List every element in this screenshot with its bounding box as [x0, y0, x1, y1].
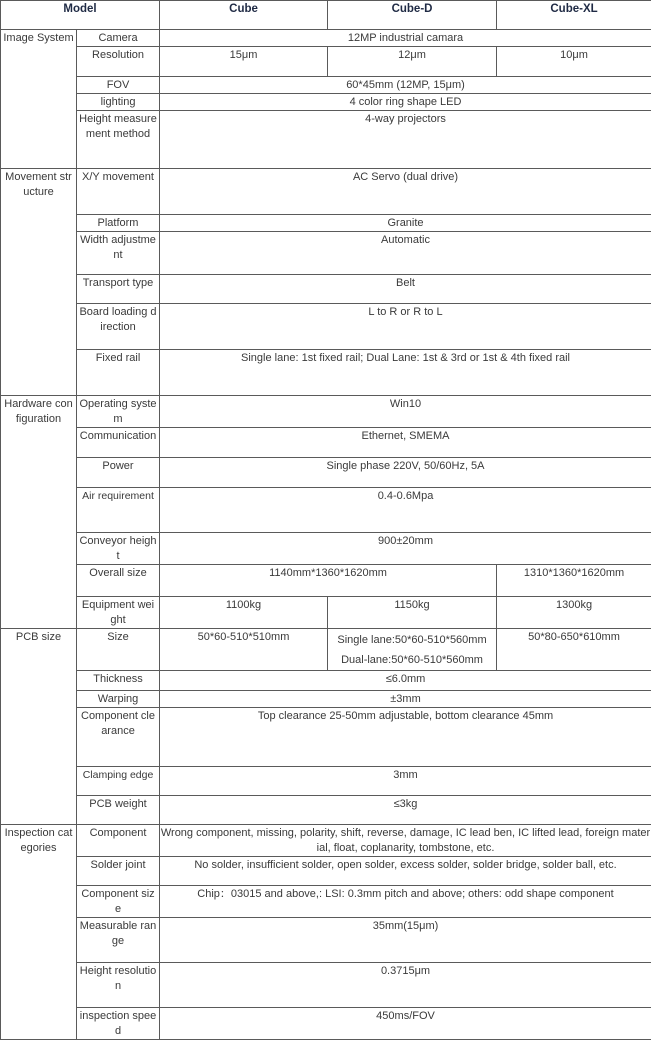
row-value: 35mm(15μm)	[160, 918, 651, 963]
row-value: 0.3715μm	[160, 963, 651, 1008]
row-label: PCB weight	[77, 796, 160, 825]
row-value: 900±20mm	[160, 533, 651, 565]
value-cube: 15μm	[160, 47, 328, 77]
row-value: ±3mm	[160, 691, 651, 708]
row-label: Board loading direction	[77, 304, 160, 350]
row-label: Overall size	[77, 565, 160, 597]
row-label: Solder joint	[77, 857, 160, 886]
row-label: Fixed rail	[77, 350, 160, 396]
table-row	[1, 77, 651, 94]
row-label: Thickness	[77, 671, 160, 691]
row-label: Power	[77, 458, 160, 488]
row-value: AC Servo (dual drive)	[160, 169, 651, 215]
value-cube: 1100kg	[160, 597, 328, 629]
row-value: ≤6.0mm	[160, 671, 651, 691]
table-row	[1, 169, 651, 215]
table-row	[1, 767, 651, 796]
row-value: Single phase 220V, 50/60Hz, 5A	[160, 458, 651, 488]
value-cube-d	[328, 629, 497, 671]
row-label: Component	[77, 825, 160, 857]
value-cube-d-single: Single lane:50*60-510*560mm	[328, 629, 496, 650]
table-row	[1, 232, 651, 275]
header-row	[1, 1, 651, 30]
table-row	[1, 275, 651, 304]
row-label: Clamping edge	[77, 767, 160, 796]
row-value: Chip：03015 and above,: LSI: 0.3mm pitch and above; others: odd shape component	[160, 886, 651, 918]
row-value: Top clearance 25-50mm adjustable, bottom clearance 45mm	[160, 708, 651, 767]
header-cube: Cube	[160, 1, 328, 30]
row-value: Win10	[160, 396, 651, 428]
row-label: Width adjustment	[77, 232, 160, 275]
value-cube-xl: 50*80-650*610mm	[497, 629, 651, 671]
table-row	[1, 886, 651, 918]
value-cube-xl: 10μm	[497, 47, 651, 77]
header-model: Model	[1, 1, 160, 30]
value-cube: 50*60-510*510mm	[160, 629, 328, 671]
row-label: Air requirement	[77, 488, 160, 533]
row-value: Ethernet, SMEMA	[160, 428, 651, 458]
row-label: Height measurement method	[77, 111, 160, 169]
table-row	[1, 488, 651, 533]
table-row	[1, 691, 651, 708]
row-value: Automatic	[160, 232, 651, 275]
table-row	[1, 428, 651, 458]
table-row	[1, 396, 651, 428]
table-row	[1, 304, 651, 350]
table-row	[1, 963, 651, 1008]
row-label: Conveyor height	[77, 533, 160, 565]
row-value: Belt	[160, 275, 651, 304]
row-value: No solder, insufficient solder, open solder, excess solder, solder bridge, solder ball, etc.	[160, 857, 651, 886]
row-label: Transport type	[77, 275, 160, 304]
row-label: Camera	[77, 30, 160, 47]
table-row	[1, 215, 651, 232]
table-row	[1, 565, 651, 597]
table-row	[1, 47, 651, 77]
table-row	[1, 30, 651, 47]
value-cube-and-cube-d: 1140mm*1360*1620mm	[160, 565, 497, 597]
table-row	[1, 629, 651, 671]
value-cube-xl: 1300kg	[497, 597, 651, 629]
row-label: lighting	[77, 94, 160, 111]
header-cube-d: Cube-D	[328, 1, 497, 30]
table-row	[1, 94, 651, 111]
row-label: X/Y movement	[77, 169, 160, 215]
table-row	[1, 918, 651, 963]
row-value: 0.4-0.6Mpa	[160, 488, 651, 533]
row-label: Size	[77, 629, 160, 671]
section-image-system: Image System	[1, 30, 77, 169]
table-row	[1, 111, 651, 169]
row-label: Warping	[77, 691, 160, 708]
row-value: Single lane: 1st fixed rail; Dual Lane: 1st & 3rd or 1st & 4th fixed rail	[160, 350, 651, 396]
table-row	[1, 708, 651, 767]
row-value: 12MP industrial camara	[160, 30, 651, 47]
section-pcb: PCB size	[1, 629, 77, 825]
value-cube-d: 12μm	[328, 47, 497, 77]
section-movement: Movement structure	[1, 169, 77, 396]
row-label: Operating system	[77, 396, 160, 428]
table-row	[1, 671, 651, 691]
row-value: ≤3kg	[160, 796, 651, 825]
table-row	[1, 458, 651, 488]
row-value: 4-way projectors	[160, 111, 651, 169]
table-row	[1, 857, 651, 886]
table-row	[1, 350, 651, 396]
row-value: 3mm	[160, 767, 651, 796]
row-label: Component size	[77, 886, 160, 918]
row-value: 450ms/FOV	[160, 1008, 651, 1040]
row-label: Communication	[77, 428, 160, 458]
section-inspection: Inspection categories	[1, 825, 77, 1040]
row-label: Equipment weight	[77, 597, 160, 629]
row-label: Measurable range	[77, 918, 160, 963]
row-label: Component clearance	[77, 708, 160, 767]
value-cube-d: 1150kg	[328, 597, 497, 629]
table-row	[1, 825, 651, 857]
section-hardware: Hardware configuration	[1, 396, 77, 629]
row-value: L to R or R to L	[160, 304, 651, 350]
table-row	[1, 597, 651, 629]
row-label: Resolution	[77, 47, 160, 77]
row-label: FOV	[77, 77, 160, 94]
table-row	[1, 533, 651, 565]
header-cube-xl: Cube-XL	[497, 1, 651, 30]
row-value: Granite	[160, 215, 651, 232]
row-value: 4 color ring shape LED	[160, 94, 651, 111]
row-label: Platform	[77, 215, 160, 232]
row-label: Height resolution	[77, 963, 160, 1008]
row-value: 60*45mm (12MP, 15μm)	[160, 77, 651, 94]
row-label: inspection speed	[77, 1008, 160, 1040]
value-cube-xl: 1310*1360*1620mm	[497, 565, 651, 597]
table-row	[1, 796, 651, 825]
row-value: Wrong component, missing, polarity, shift, reverse, damage, IC lead ben, IC lifted lead, foreign material, float, coplanarity, tombstone, etc.	[160, 825, 651, 857]
value-cube-d-dual: Dual-lane:50*60-510*560mm	[328, 650, 496, 670]
